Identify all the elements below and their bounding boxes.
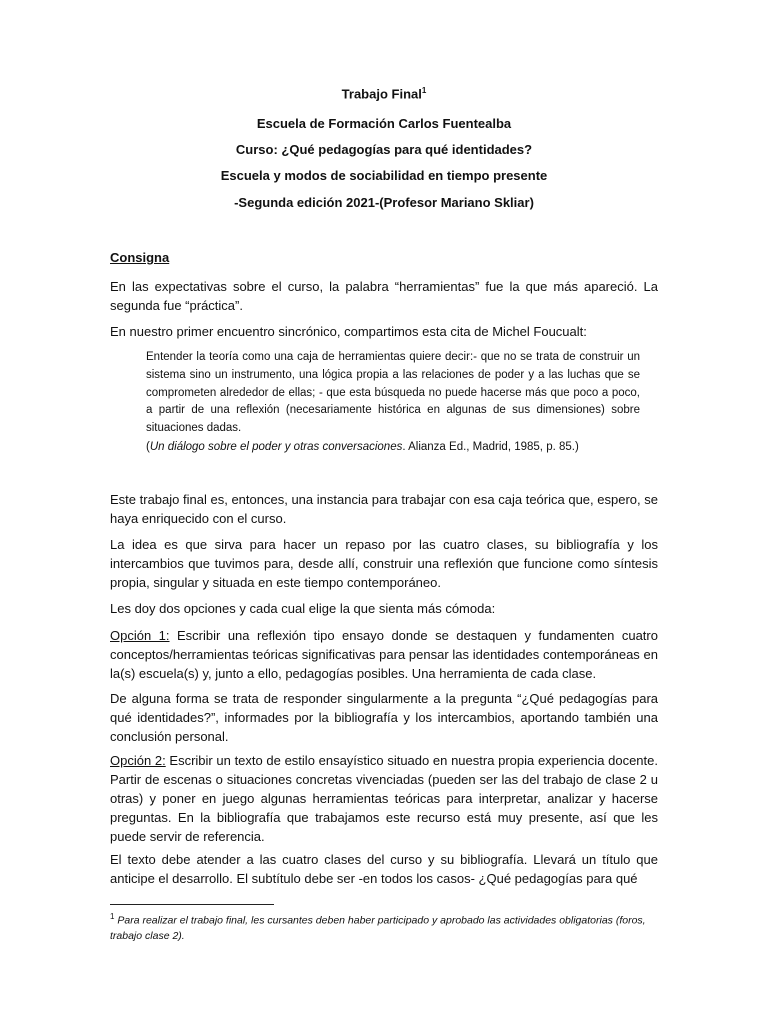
course-subtitle: Escuela y modos de sociabilidad en tiempo presente bbox=[220, 168, 548, 183]
citation-title: Un diálogo sobre el poder y otras conversaciones bbox=[149, 441, 403, 453]
paragraph-expectativas: En las expectativas sobre el curso, la palabra “herramientas” fue la que más apareció. La segunda fue “práctica”. bbox=[110, 279, 658, 313]
paragraph-opciones: Les doy dos opciones y cada cual elige la que sienta más cómoda: bbox=[110, 601, 496, 616]
quote-citation bbox=[146, 441, 640, 453]
consigna-heading: Consigna bbox=[110, 250, 170, 265]
paragraph-texto: El texto debe atender a las cuatro clases del curso y su bibliografía. Llevará un título que anticipe el desarrollo. El subtítulo debe ser -en todos los casos- ¿Qué pedagogías para qué bbox=[110, 852, 658, 886]
course-name: Curso: ¿Qué pedagogías para qué identidades? bbox=[235, 142, 533, 157]
footnote-number: 1 bbox=[110, 912, 115, 921]
paragraph-pregunta: De alguna forma se trata de responder singularmente a la pregunta “¿Qué pedagogías para qué identidades?”, informades por la bibliografía y los intercambios, aportando también una conclusión personal. bbox=[110, 691, 658, 744]
foucault-quote: Entender la teoría como una caja de herramientas quiere decir:- que no se trata de construir un sistema sino un instrumento, una lógica propia a las relaciones de poder y a las luchas que se comprometen alrededor de ellas; - que esta búsqueda no puede hacerse más que poco a poco, a partir de una reflexión (necesariamente histórica en algunas de sus dimensiones) sobre situaciones dadas. bbox=[146, 351, 640, 435]
citation-rest: . Alianza Ed., Madrid, 1985, p. 85.) bbox=[402, 441, 579, 453]
option-2-label: Opción 2: bbox=[110, 753, 166, 768]
footnote-text: Para realizar el trabajo final, les cursantes deben haber participado y aprobado las actividades obligatorias (foros, trabajo clase 2). bbox=[110, 914, 646, 942]
document-title bbox=[110, 86, 658, 101]
footnote-divider bbox=[110, 904, 274, 905]
option-1-label: Opción 1: bbox=[110, 628, 170, 643]
option-1-text: Escribir una reflexión tipo ensayo donde se destaquen y fundamenten cuatro conceptos/herramientas teóricas significativas para pensar las identidades contemporáneas en la(s) escuela(s) y, junto a ello, pedagogías posibles. Una herramienta de cada clase. bbox=[110, 628, 658, 681]
footnote bbox=[110, 909, 658, 944]
title-text: Trabajo Final bbox=[341, 86, 422, 102]
paragraph-idea: La idea es que sirva para hacer un repaso por las cuatro clases, su bibliografía y los intercambios que tuvimos para, desde allí, construir una reflexión que funcione como síntesis propia, singular y situada en este tiempo contemporáneo. bbox=[110, 537, 658, 590]
paragraph-encuentro: En nuestro primer encuentro sincrónico, compartimos esta cita de Michel Foucualt: bbox=[110, 324, 587, 339]
option-2 bbox=[110, 751, 658, 846]
edition-line: -Segunda edición 2021-(Profesor Mariano Skliar) bbox=[234, 195, 534, 210]
footnote-ref: 1 bbox=[421, 86, 427, 95]
option-2-text: Escribir un texto de estilo ensayístico situado en nuestra propia experiencia docente. Partir de escenas o situaciones concretas vivenciadas (pueden ser las del trabajo de clase 2 u otras) y poner en juego algunas herramientas teóricas para interpretar, analizar y hacerse preguntas. En la bibliografía que trabajamos este recurso está muy presente, así que les puede servir de referencia. bbox=[110, 753, 658, 844]
paragraph-trabajo-final: Este trabajo final es, entonces, una instancia para trabajar con esa caja teórica que, espero, se haya enriquecido con el curso. bbox=[110, 492, 658, 526]
citation-open: ( bbox=[146, 441, 150, 453]
option-1 bbox=[110, 626, 658, 683]
school-name: Escuela de Formación Carlos Fuentealba bbox=[256, 116, 512, 131]
